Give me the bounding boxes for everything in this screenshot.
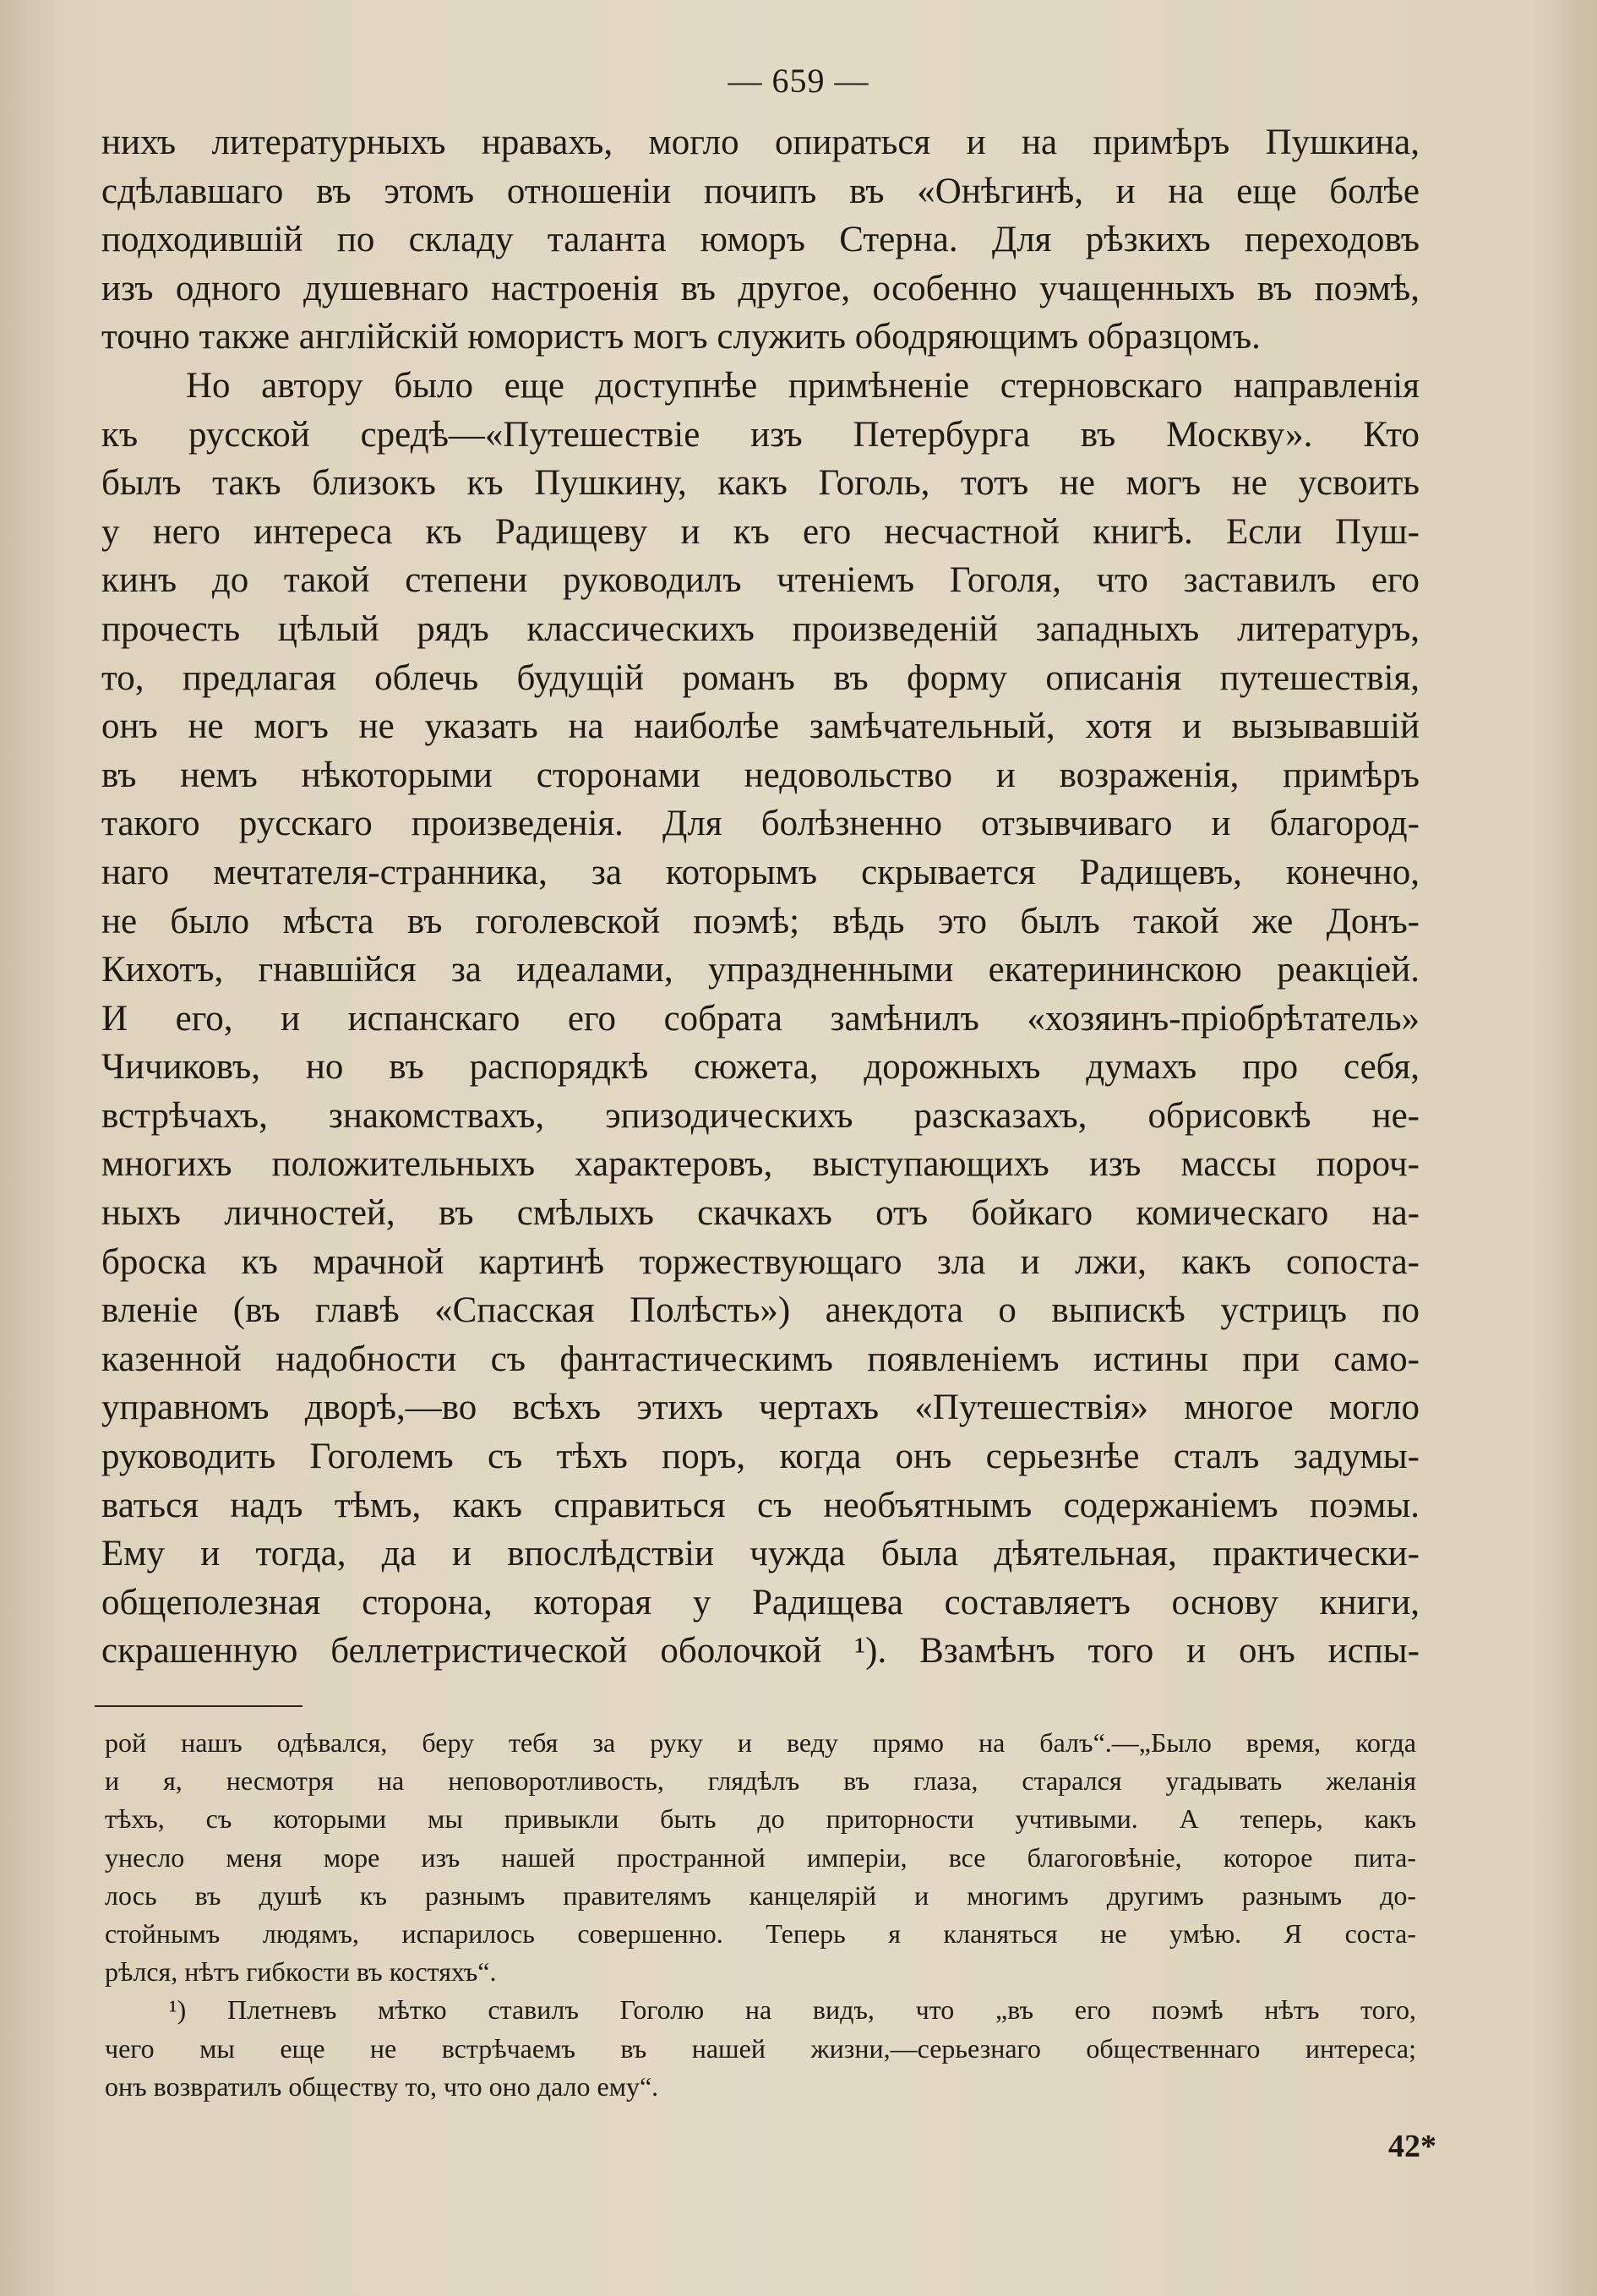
text-line: подходившій по складу таланта юморъ Стерна. Для рѣзкихъ переходовъ — [101, 220, 1420, 260]
text-line: управномъ дворѣ,—во всѣхъ этихъ чертахъ «Путешествія» многое могло — [101, 1388, 1420, 1428]
footnote-line: лось въ душѣ къ разнымъ правителямъ канцелярій и многимъ другимъ разнымъ до- — [105, 1879, 1416, 1911]
text-line: Ему и тогда, да и впослѣдствіи чужда была дѣятельная, практически- — [101, 1534, 1420, 1574]
text-line: кинъ до такой степени руководилъ чтеніемъ Гоголя, что заставилъ его — [101, 560, 1420, 601]
text-line: наго мечтателя-странника, за которымъ скрывается Радищевъ, конечно, — [101, 852, 1420, 892]
text-line: точно также англійскій юмористъ могъ служить ободряющимъ образцомъ. — [101, 317, 1261, 357]
text-line: у него интереса къ Радищеву и къ его несчастной книгѣ. Если Пуш- — [101, 511, 1420, 552]
footnote-line: онъ возвратилъ обществу то, что оно дало ему“. — [105, 2070, 659, 2102]
text-line: то, предлагая облечь будущій романъ въ форму описанія путешествія, — [101, 657, 1420, 698]
text-line: нихъ литературныхъ нравахъ, могло опираться и на примѣръ Пушкина, — [101, 123, 1420, 162]
main-text — [101, 118, 1420, 1676]
page-number: — 659 — — [728, 62, 869, 100]
text-line: сдѣлавшаго въ этомъ отношеніи почипъ въ «Онѣгинѣ, и на еще болѣе — [101, 171, 1420, 211]
footnote-line: унесло меня море изъ нашей пространной имперіи, все благоговѣніе, которое пита- — [105, 1841, 1416, 1873]
text-line: Но автору было еще доступнѣе примѣненіе стерновскаго направленія — [186, 365, 1420, 406]
text-line: прочесть цѣлый рядъ классическихъ произведеній западныхъ литературъ, — [101, 608, 1420, 649]
text-line: И его, и испанскаго его собрата замѣнилъ «хозяинъ-пріобрѣтатель» — [101, 998, 1420, 1039]
footnote-line: рѣлся, нѣтъ гибкости въ костяхъ“. — [105, 1956, 497, 1988]
text-line: такого русскаго произведенія. Для болѣзненно отзывчиваго и благород- — [101, 804, 1420, 844]
text-line: не было мѣста въ гоголевской поэмѣ; вѣдь это былъ такой же Донъ- — [101, 901, 1420, 941]
footnote-line: рой нашъ одѣвался, беру тебя за руку и веду прямо на балъ“.—„Было время, когда — [105, 1727, 1416, 1758]
footnote-line: и я, несмотря на неповоротливость, глядѣлъ въ глаза, старался угадывать желанія — [105, 1765, 1416, 1797]
text-line: казенной надобности съ фантастическимъ появленіемъ истины при само- — [101, 1339, 1420, 1379]
text-line: Чичиковъ, но въ распорядкѣ сюжета, дорожныхъ думахъ про себя, — [101, 1047, 1420, 1088]
text-line: ныхъ личностей, въ смѣлыхъ скачкахъ отъ бойкаго комическаго на- — [101, 1193, 1420, 1234]
text-line: онъ не могъ не указать на наиболѣе замѣчательный, хотя и вызывавшій — [101, 706, 1420, 747]
text-line: ваться надъ тѣмъ, какъ справиться съ необъятнымъ содержаніемъ поэмы. — [101, 1485, 1420, 1525]
text-line: руководить Гоголемъ съ тѣхъ поръ, когда онъ серьезнѣе сталъ задумы- — [101, 1437, 1420, 1477]
text-line: встрѣчахъ, знакомствахъ, эпизодическихъ разсказахъ, обрисовкѣ не- — [101, 1095, 1420, 1136]
text-line: Кихотъ, гнавшійся за идеалами, упраздненными екатерининскою реакціей. — [101, 950, 1420, 990]
text-line: въ немъ нѣкоторыми сторонами недовольство и возраженія, примѣръ — [101, 755, 1420, 795]
printer-signature: 42* — [1388, 2129, 1436, 2164]
text-line: къ русской средѣ—«Путешествіе изъ Петербурга въ Москву». Кто — [101, 414, 1420, 455]
footnote-line: чего мы еще не встрѣчаемъ въ нашей жизни,—серьезнаго общественнаго интереса; — [105, 2032, 1416, 2064]
text-line: общеполезная сторона, которая у Радищева составляетъ основу книги, — [101, 1582, 1420, 1622]
footnote-divider — [95, 1705, 303, 1707]
text-line: многихъ положительныхъ характеровъ, выступающихъ изъ массы пороч- — [101, 1144, 1420, 1185]
footnote-line: ¹) Плетневъ мѣтко ставилъ Гоголю на видъ, что „въ его поэмѣ нѣтъ того, — [169, 1994, 1416, 2026]
footnote-line: стойнымъ людямъ, испарилось совершенно. Теперь я кланяться не умѣю. Я соста- — [105, 1917, 1416, 1949]
text-line: скрашенную беллетристической оболочкой ¹). Взамѣнъ того и онъ испы- — [101, 1631, 1420, 1672]
text-line: изъ одного душевнаго настроенія въ другое, особенно учащенныхъ въ поэмѣ, — [101, 268, 1420, 308]
footnotes — [105, 1724, 1416, 2106]
text-line: броска къ мрачной картинѣ торжествующаго зла и лжи, какъ сопоста- — [101, 1241, 1420, 1282]
text-line: вленіе (въ главѣ «Спасская Полѣсть») анекдота о выпискѣ устрицъ по — [101, 1290, 1420, 1331]
footnote-line: тѣхъ, съ которыми мы привыкли быть до приторности учтивыми. А теперь, какъ — [105, 1803, 1416, 1835]
text-line: былъ такъ близокъ къ Пушкину, какъ Гоголь, тотъ не могъ не усвоить — [101, 463, 1420, 504]
